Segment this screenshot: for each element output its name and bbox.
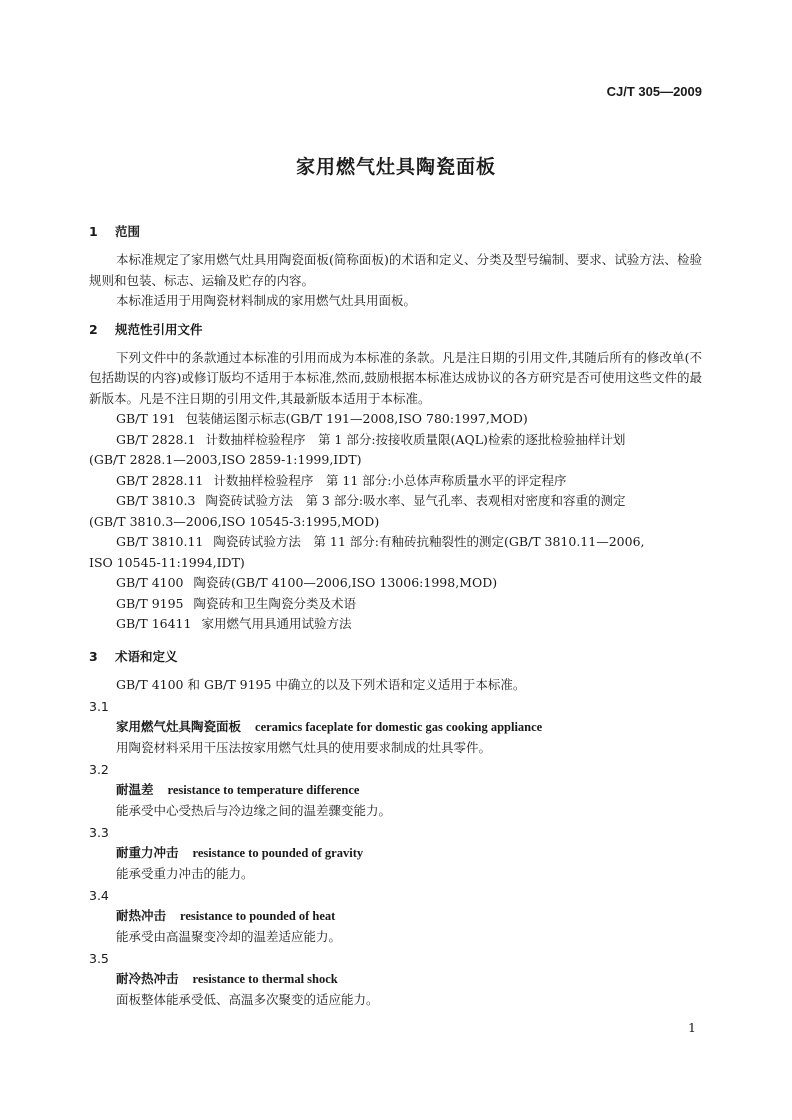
- term-name: [89, 906, 702, 926]
- reference-continuation: (GB/T 2828.1—2003,ISO 2859-1:1999,IDT): [89, 452, 362, 467]
- term-name-cn: 耐温差: [116, 782, 154, 797]
- reference-title: 陶瓷砖试验方法 第 11 部分:有釉砖抗釉裂性的测定(GB/T 3810.11—2006,: [213, 534, 645, 549]
- term-entry: [89, 886, 702, 947]
- reference-code: GB/T 16411: [116, 616, 192, 631]
- paragraph: 下列文件中的条款通过本标准的引用而成为本标准的条款。凡是注日期的引用文件,其随后所有的修改单(不包括勘误的内容)或修订版均不适用于本标准,然而,鼓励根据本标准达成协议的各方研究是否可使用这些文件的最新版本。凡是不注日期的引用文件,其最新版本适用于本标准。: [89, 349, 702, 406]
- section-number: 2: [89, 321, 98, 337]
- paragraph: 本标准适用于用陶瓷材料制成的家用燃气灶具用面板。: [116, 293, 417, 308]
- reference-code: GB/T 2828.11: [116, 472, 204, 488]
- document-body: [89, 212, 702, 1010]
- term-name: [89, 969, 702, 989]
- section-1-heading: [89, 222, 702, 242]
- reference-title: 陶瓷砖和卫生陶瓷分类及术语: [193, 595, 357, 611]
- page-number: 1: [688, 1020, 696, 1035]
- section-number: 1: [89, 224, 98, 239]
- term-entry: [89, 949, 702, 1010]
- paragraph: 本标准规定了家用燃气灶具用陶瓷面板(简称面板)的术语和定义、分类及型号编制、要求、试验方法、检验规则和包装、标志、运输及贮存的内容。: [89, 252, 702, 288]
- term-definition: 能承受由高温聚变冷却的温差适应能力。: [116, 929, 342, 944]
- section-title: 术语和定义: [115, 648, 178, 664]
- term-number: 3.2: [89, 762, 109, 777]
- section-title: 范围: [115, 224, 141, 239]
- term-name-cn: 耐热冲击: [116, 908, 167, 923]
- term-name-en: resistance to thermal shock: [192, 972, 338, 986]
- term-name-en: ceramics faceplate for domestic gas cooking appliance: [255, 720, 543, 734]
- reference-code: GB/T 2828.1: [116, 431, 196, 447]
- reference-item: [89, 491, 702, 532]
- term-definition: 能承受中心受热后与冷边缘之间的温差骤变能力。: [116, 803, 392, 818]
- term-number: 3.3: [89, 825, 109, 840]
- reference-item: [89, 409, 702, 430]
- standard-code: CJ/T 305—2009: [606, 84, 702, 99]
- reference-item: [89, 573, 702, 594]
- reference-item: [89, 614, 702, 635]
- term-name-cn: 耐重力冲击: [116, 845, 179, 860]
- section-3-heading: [89, 647, 702, 667]
- reference-code: GB/T 9195: [116, 595, 184, 611]
- reference-code: GB/T 4100: [116, 575, 184, 590]
- term-name-en: resistance to pounded of gravity: [192, 846, 364, 860]
- term-entry: [89, 760, 702, 821]
- term-name: [89, 717, 702, 737]
- reference-continuation: ISO 10545-11:1994,IDT): [89, 554, 245, 570]
- reference-item: [89, 430, 702, 471]
- term-definition: 用陶瓷材料采用干压法按家用燃气灶具的使用要求制成的灶具零件。: [116, 740, 492, 755]
- reference-continuation: (GB/T 3810.3—2006,ISO 10545-3:1995,MOD): [89, 513, 380, 529]
- term-name-cn: 家用燃气灶具陶瓷面板: [116, 719, 242, 734]
- reference-item: [89, 532, 702, 573]
- section-2-heading: [89, 320, 702, 340]
- reference-code: GB/T 3810.11: [116, 534, 204, 549]
- paragraph: GB/T 4100 和 GB/T 9195 中确立的以及下列术语和定义适用于本标准。: [116, 676, 526, 692]
- reference-item: [89, 471, 702, 492]
- term-definition: 面板整体能承受低、高温多次聚变的适应能力。: [116, 992, 379, 1007]
- term-name: [89, 780, 702, 800]
- term-number: 3.4: [89, 888, 109, 903]
- section-number: 3: [89, 648, 98, 664]
- reference-title: 陶瓷砖试验方法 第 3 部分:吸水率、显气孔率、表观相对密度和容重的测定: [205, 493, 626, 508]
- term-entry: [89, 823, 702, 884]
- reference-title: 包装储运图示标志(GB/T 191—2008,ISO 780:1997,MOD): [185, 411, 528, 426]
- term-name-en: resistance to pounded of heat: [180, 909, 336, 923]
- reference-title: 计数抽样检验程序 第 11 部分:小总体声称质量水平的评定程序: [213, 472, 567, 488]
- reference-code: GB/T 3810.3: [116, 493, 196, 508]
- term-number: 3.1: [89, 699, 109, 714]
- section-title: 规范性引用文件: [115, 321, 203, 337]
- reference-title: 陶瓷砖(GB/T 4100—2006,ISO 13006:1998,MOD): [193, 575, 498, 590]
- document-title: 家用燃气灶具陶瓷面板: [295, 156, 496, 178]
- reference-code: GB/T 191: [116, 411, 176, 426]
- reference-item: [89, 594, 702, 615]
- term-name: [89, 843, 702, 863]
- term-definition: 能承受重力冲击的能力。: [116, 866, 254, 881]
- reference-title: 计数抽样检验程序 第 1 部分:按接收质量限(AQL)检索的逐批检验抽样计划: [205, 431, 626, 447]
- term-entry: [89, 697, 702, 758]
- term-name-en: resistance to temperature difference: [167, 783, 360, 797]
- reference-title: 家用燃气用具通用试验方法: [201, 616, 352, 631]
- term-name-cn: 耐冷热冲击: [116, 971, 179, 986]
- term-number: 3.5: [89, 951, 109, 966]
